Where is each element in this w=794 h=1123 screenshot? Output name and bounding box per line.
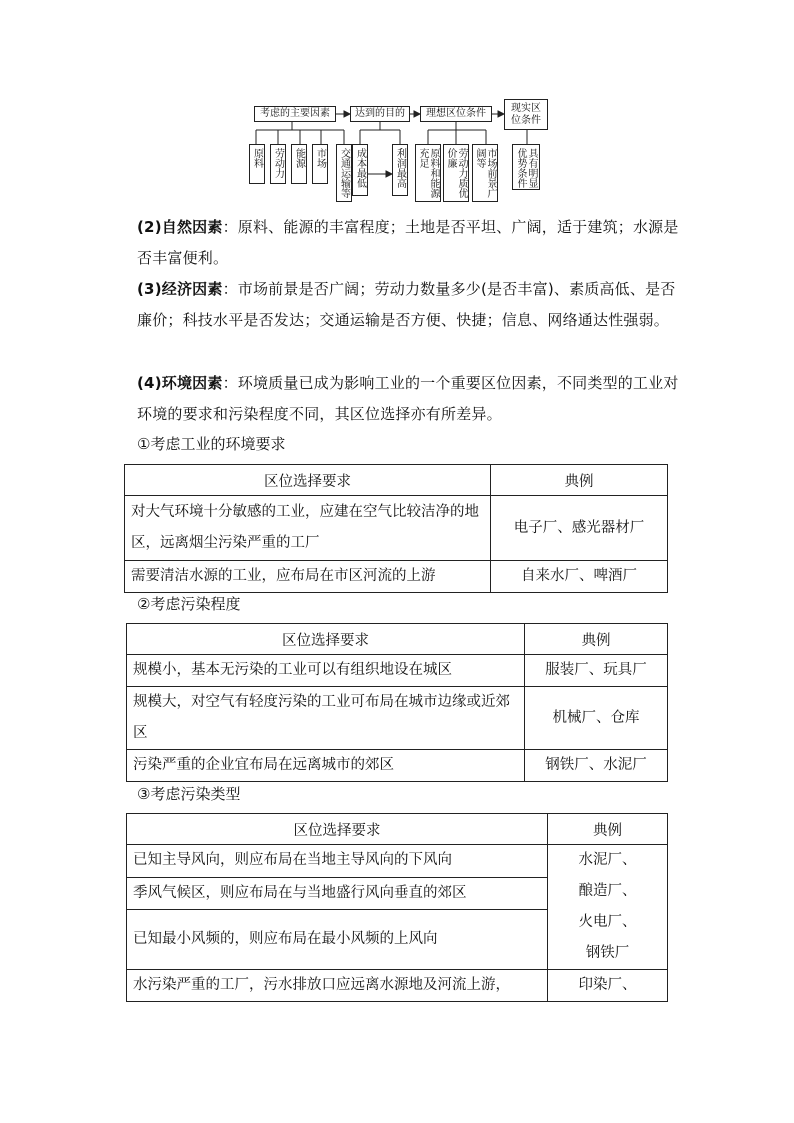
paragraph-head: (3)经济因素 — [137, 280, 223, 298]
table1-caption: ①考虑工业的环境要求 — [137, 435, 286, 453]
paragraph-natural-factors — [137, 212, 681, 274]
table-cell-requirement: 季风气候区，则应布局在与当地盛行风向垂直的郊区 — [127, 877, 548, 910]
table-environment-requirements — [124, 464, 668, 593]
paragraph-economic-factors — [137, 274, 681, 336]
table-pollution-degree — [126, 623, 668, 782]
table-row — [127, 750, 668, 782]
example-line: 火电厂、 — [578, 914, 637, 930]
diagram-factor-raw-material: 原料 — [249, 144, 265, 184]
paragraph-text: ：环境质量已成为影响工业的一个重要区位因素，不同类型的工业对环境的要求和污染程度不同，其区位选择亦有所差异。 — [137, 374, 679, 423]
table-row — [127, 845, 668, 878]
location-factor-diagram — [244, 98, 554, 208]
table-cell-example: 自来水厂、啤酒厂 — [491, 561, 668, 593]
table-cell-requirement: 污染严重的企业宜布局在远离城市的郊区 — [127, 750, 525, 782]
diagram-ideal-market: 市场前景广阔等 — [472, 144, 498, 202]
diagram-goal-lowest-cost: 成本最低 — [352, 144, 368, 196]
diagram-box-goals-title: 达到的目的 — [350, 106, 410, 122]
table-cell-example: 电子厂、感光器材厂 — [491, 496, 668, 561]
table-header: 区位选择要求 — [127, 624, 525, 655]
table-row — [125, 496, 668, 561]
diagram-real-advantage: 具有明显优势条件 — [512, 144, 540, 190]
table-cell-requirement: 对大气环境十分敏感的工业，应建在空气比较洁净的地区，远离烟尘污染严重的工厂 — [125, 496, 491, 561]
table3-caption: ③考虑污染类型 — [137, 785, 241, 803]
paragraph-environment-factors — [137, 368, 681, 430]
paragraph-text: ：市场前景是否广阔；劳动力数量多少(是否丰富)、素质高低、是否廉价；科技水平是否发达；交通运输是否方便、快捷；信息、网络通达性强弱。 — [137, 280, 676, 329]
table-row — [127, 655, 668, 687]
diagram-ideal-labor: 劳动力质优价廉 — [443, 144, 469, 202]
table-cell-example: 机械厂、仓库 — [525, 687, 668, 750]
table-cell-example: 印染厂、 — [548, 970, 668, 1002]
diagram-box-factors-title: 考虑的主要因素 — [254, 106, 336, 122]
diagram-factor-labor: 劳动力 — [270, 144, 286, 184]
example-line: 水泥厂、 — [578, 852, 637, 868]
table-cell-requirement: 已知最小风频的，则应布局在最小风频的上风向 — [127, 910, 548, 970]
table-header: 典例 — [548, 814, 668, 845]
example-line: 酿造厂、 — [578, 883, 637, 899]
table-row — [125, 561, 668, 593]
diagram-factor-transport: 交通运输等 — [336, 144, 352, 202]
paragraph-head: (2)自然因素 — [137, 218, 223, 236]
table-header: 典例 — [491, 465, 668, 496]
table-cell-requirement: 规模大，对空气有轻度污染的工业可布局在城市边缘或近郊区 — [127, 687, 525, 750]
table2-caption: ②考虑污染程度 — [137, 595, 241, 613]
table-header: 区位选择要求 — [125, 465, 491, 496]
table-row — [127, 970, 668, 1002]
diagram-factor-market: 市场 — [312, 144, 328, 184]
diagram-box-real-title: 现实区位条件 — [504, 99, 548, 130]
table-cell-requirement: 需要清洁水源的工业，应布局在市区河流的上游 — [125, 561, 491, 593]
table-cell-example: 服装厂、玩具厂 — [525, 655, 668, 687]
table-cell-requirement: 已知主导风向，则应布局在当地主导风向的下风向 — [127, 845, 548, 878]
diagram-goal-highest-profit: 利润最高 — [392, 144, 408, 196]
table-cell-requirement: 水污染严重的工厂，污水排放口应远离水源地及河流上游， — [127, 970, 548, 1002]
diagram-factor-energy: 能源 — [291, 144, 307, 184]
paragraph-text: ：原料、能源的丰富程度；土地是否平坦、广阔，适于建筑；水源是否丰富便利。 — [137, 218, 679, 267]
diagram-box-ideal-title: 理想区位条件 — [420, 106, 492, 122]
example-line: 钢铁厂 — [585, 945, 630, 961]
paragraph-head: (4)环境因素 — [137, 374, 223, 392]
table-cell-example: 钢铁厂、水泥厂 — [525, 750, 668, 782]
table-header: 典例 — [525, 624, 668, 655]
table-pollution-type — [126, 813, 668, 1002]
diagram-ideal-resources: 原料和能源充足 — [415, 144, 441, 202]
table-cell-requirement: 规模小，基本无污染的工业可以有组织地设在城区 — [127, 655, 525, 687]
table-header: 区位选择要求 — [127, 814, 548, 845]
table-row — [127, 687, 668, 750]
table-cell-example — [548, 845, 668, 970]
